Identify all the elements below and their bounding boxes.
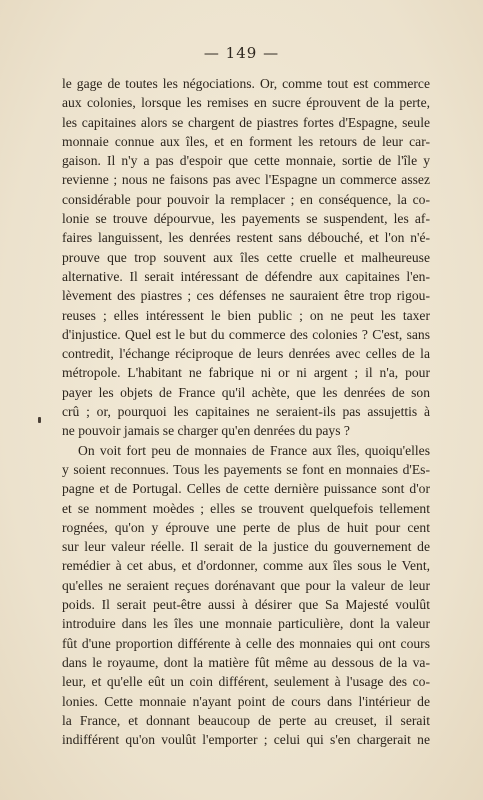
text-line: lonie se trouve dépourvue, les payements se suspendent, les af- bbox=[62, 211, 430, 227]
margin-mark bbox=[38, 417, 41, 423]
text-line: alternative. Il serait intéressant de défendre aux capitaines l'en- bbox=[62, 268, 430, 284]
text-line: dans le royaume, dont la matière fût même au dessous de la va- bbox=[62, 654, 430, 670]
text-line: revienne ; nous ne faisons pas avec l'Espagne un commerce assez bbox=[62, 172, 430, 188]
text-line: crû ; or, pourquoi les capitaines ne seraient-ils pas assujettis à bbox=[62, 404, 430, 420]
text-line: reuses ; elles intéressent le bien public ; on ne peut les taxer bbox=[62, 307, 430, 323]
text-line: poids. Il serait peut-être aussi à désirer que Sa Majesté voulût bbox=[62, 597, 430, 613]
text-line: lèvement des piastres ; ces défenses ne sauraient être trop rigou- bbox=[62, 288, 430, 304]
text-line: indifférent qu'on voulût l'emporter ; celui qui s'en chargerait ne bbox=[62, 732, 430, 748]
text-line: lonies. Cette monnaie n'ayant point de cours dans l'intérieur de bbox=[62, 693, 430, 709]
page-number: — 149 — bbox=[203, 44, 280, 62]
text-line: contredit, l'échange réciproque de leurs denrées avec celles de la bbox=[62, 346, 430, 362]
text-line: prouve que trop souvent aux îles cette cruelle et malheureuse bbox=[62, 249, 430, 265]
text-line: et se nomment moèdes ; elles se trouvent quelquefois tellement bbox=[62, 500, 430, 516]
text-line: considérable pour pouvoir la remplacer ; en conséquence, la co- bbox=[62, 191, 430, 207]
text-line: fût d'une proportion différente à celle des monnaies qui ont cours bbox=[62, 635, 430, 651]
text-line: métropole. L'habitant ne fabrique ni or ni argent ; il n'a, pour bbox=[62, 365, 430, 381]
text-line: leur, et qu'elle eût un coin différent, seulement à l'usage des co- bbox=[62, 674, 430, 690]
text-line: d'injustice. Quel est le but du commerce des colonies ? C'est, sans bbox=[62, 326, 430, 342]
text-line: introduire dans les îles une monnaie particulière, dont la valeur bbox=[62, 616, 430, 632]
text-line: remédier à cet abus, et d'ordonner, comme aux îles sous le Vent, bbox=[62, 558, 430, 574]
text-line: faires languissent, les denrées restent sans débouché, et l'on n'é- bbox=[62, 230, 430, 246]
text-line: pagne et de Portugal. Celles de cette dernière puissance sont d'or bbox=[62, 481, 430, 497]
text-line: payer les objets de France qu'il achète, que les denrées de son bbox=[62, 384, 430, 400]
body-text bbox=[62, 74, 430, 749]
text-line: la France, et donnant beaucoup de perte au creuset, il serait bbox=[62, 712, 430, 728]
paragraph-end-line: ne pouvoir jamais se charger qu'en denrées du pays ? bbox=[62, 423, 350, 439]
text-line: rognées, qu'on y éprouve une perte de plus de huit pour cent bbox=[62, 519, 430, 535]
text-line: monnaie connue aux îles, et en forment les retours de leur car- bbox=[62, 133, 430, 149]
text-line: qu'elles ne seraient reçues dorénavant que pour la valeur de leur bbox=[62, 577, 430, 593]
text-line: sur leur valeur réelle. Il serait de la justice du gouvernement de bbox=[62, 539, 430, 555]
text-line: y soient reconnues. Tous les payements se font en monnaies d'Es- bbox=[62, 461, 430, 477]
text-line: le gage de toutes les négociations. Or, comme tout est commerce bbox=[62, 76, 430, 91]
text-line: les capitaines alors se chargent de piastres fortes d'Espagne, seule bbox=[62, 114, 430, 130]
text-line: gaison. Il n'y a pas d'espoir que cette monnaie, sortie de l'île y bbox=[62, 153, 430, 169]
text-line: aux colonies, lorsque les remises en sucre éprouvent de la perte, bbox=[62, 95, 430, 111]
paragraph-start-line: On voit fort peu de monnaies de France aux îles, quoiqu'elles bbox=[78, 442, 430, 458]
